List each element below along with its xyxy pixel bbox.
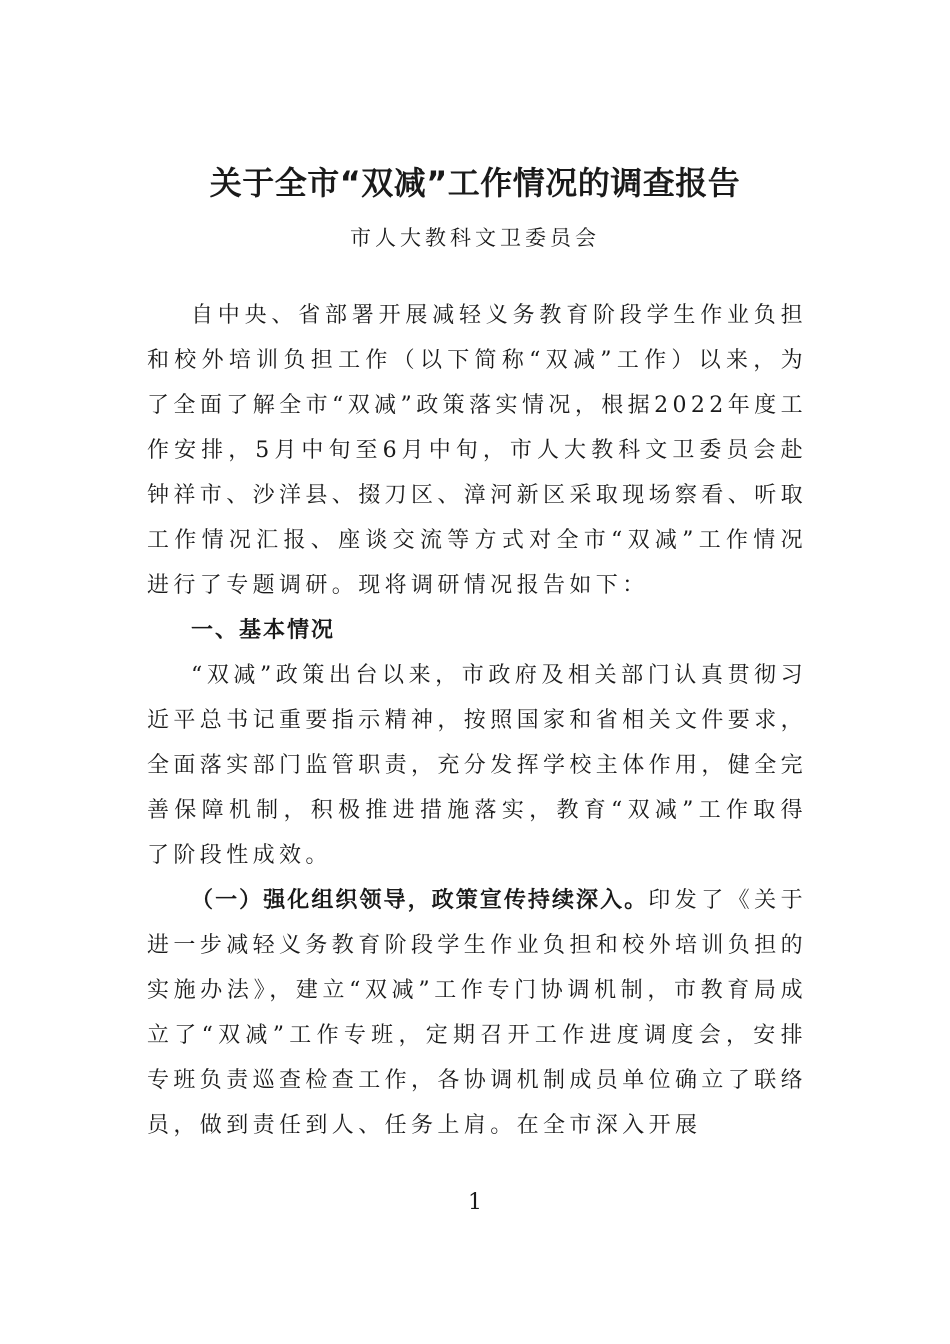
subsection-text: 印发了《关于进一步减轻义务教育阶段学生作业负担和校外培训负担的实施办法》，建立“双减”工作专门协调机制，市教育局成立了“双减”工作专班，定期召开工作进度调度会，安排专班负责巡查检查工作，各协调机制成员单位确立了联络员，做到责任到人、任务上肩。在全市深入开展 — [147, 888, 808, 1138]
section-paragraph: “双减”政策出台以来，市政府及相关部门认真贯彻习近平总书记重要指示精神，按照国家和省相关文件要求，全面落实部门监管职责，充分发挥学校主体作用，健全完善保障机制，积极推进措施落实，教育“双减”工作取得了阶段性成效。 — [147, 663, 808, 868]
document-author: 市人大教科文卫委员会 — [350, 226, 600, 250]
section-heading: 一、基本情况 — [191, 618, 336, 643]
page-number: 1 — [468, 1190, 482, 1215]
document-title: 关于全市“双减”工作情况的调查报告 — [209, 164, 741, 202]
intro-paragraph: 自中央、省部署开展减轻义务教育阶段学生作业负担和校外培训负担工作（以下简称“双减”工作）以来，为了全面了解全市“双减”政策落实情况，根据2022年度工作安排，5月中旬至6月中旬，市人大教科文卫委员会赴钟祥市、沙洋县、掇刀区、漳河新区采取现场察看、听取工作情况汇报、座谈交流等方式对全市“双减”工作情况进行了专题调研。现将调研情况报告如下： — [147, 303, 808, 598]
subsection-heading: （一）强化组织领导，政策宣传持续深入。 — [191, 888, 649, 913]
subsection-paragraph — [147, 878, 807, 1148]
document-body — [147, 293, 807, 1148]
